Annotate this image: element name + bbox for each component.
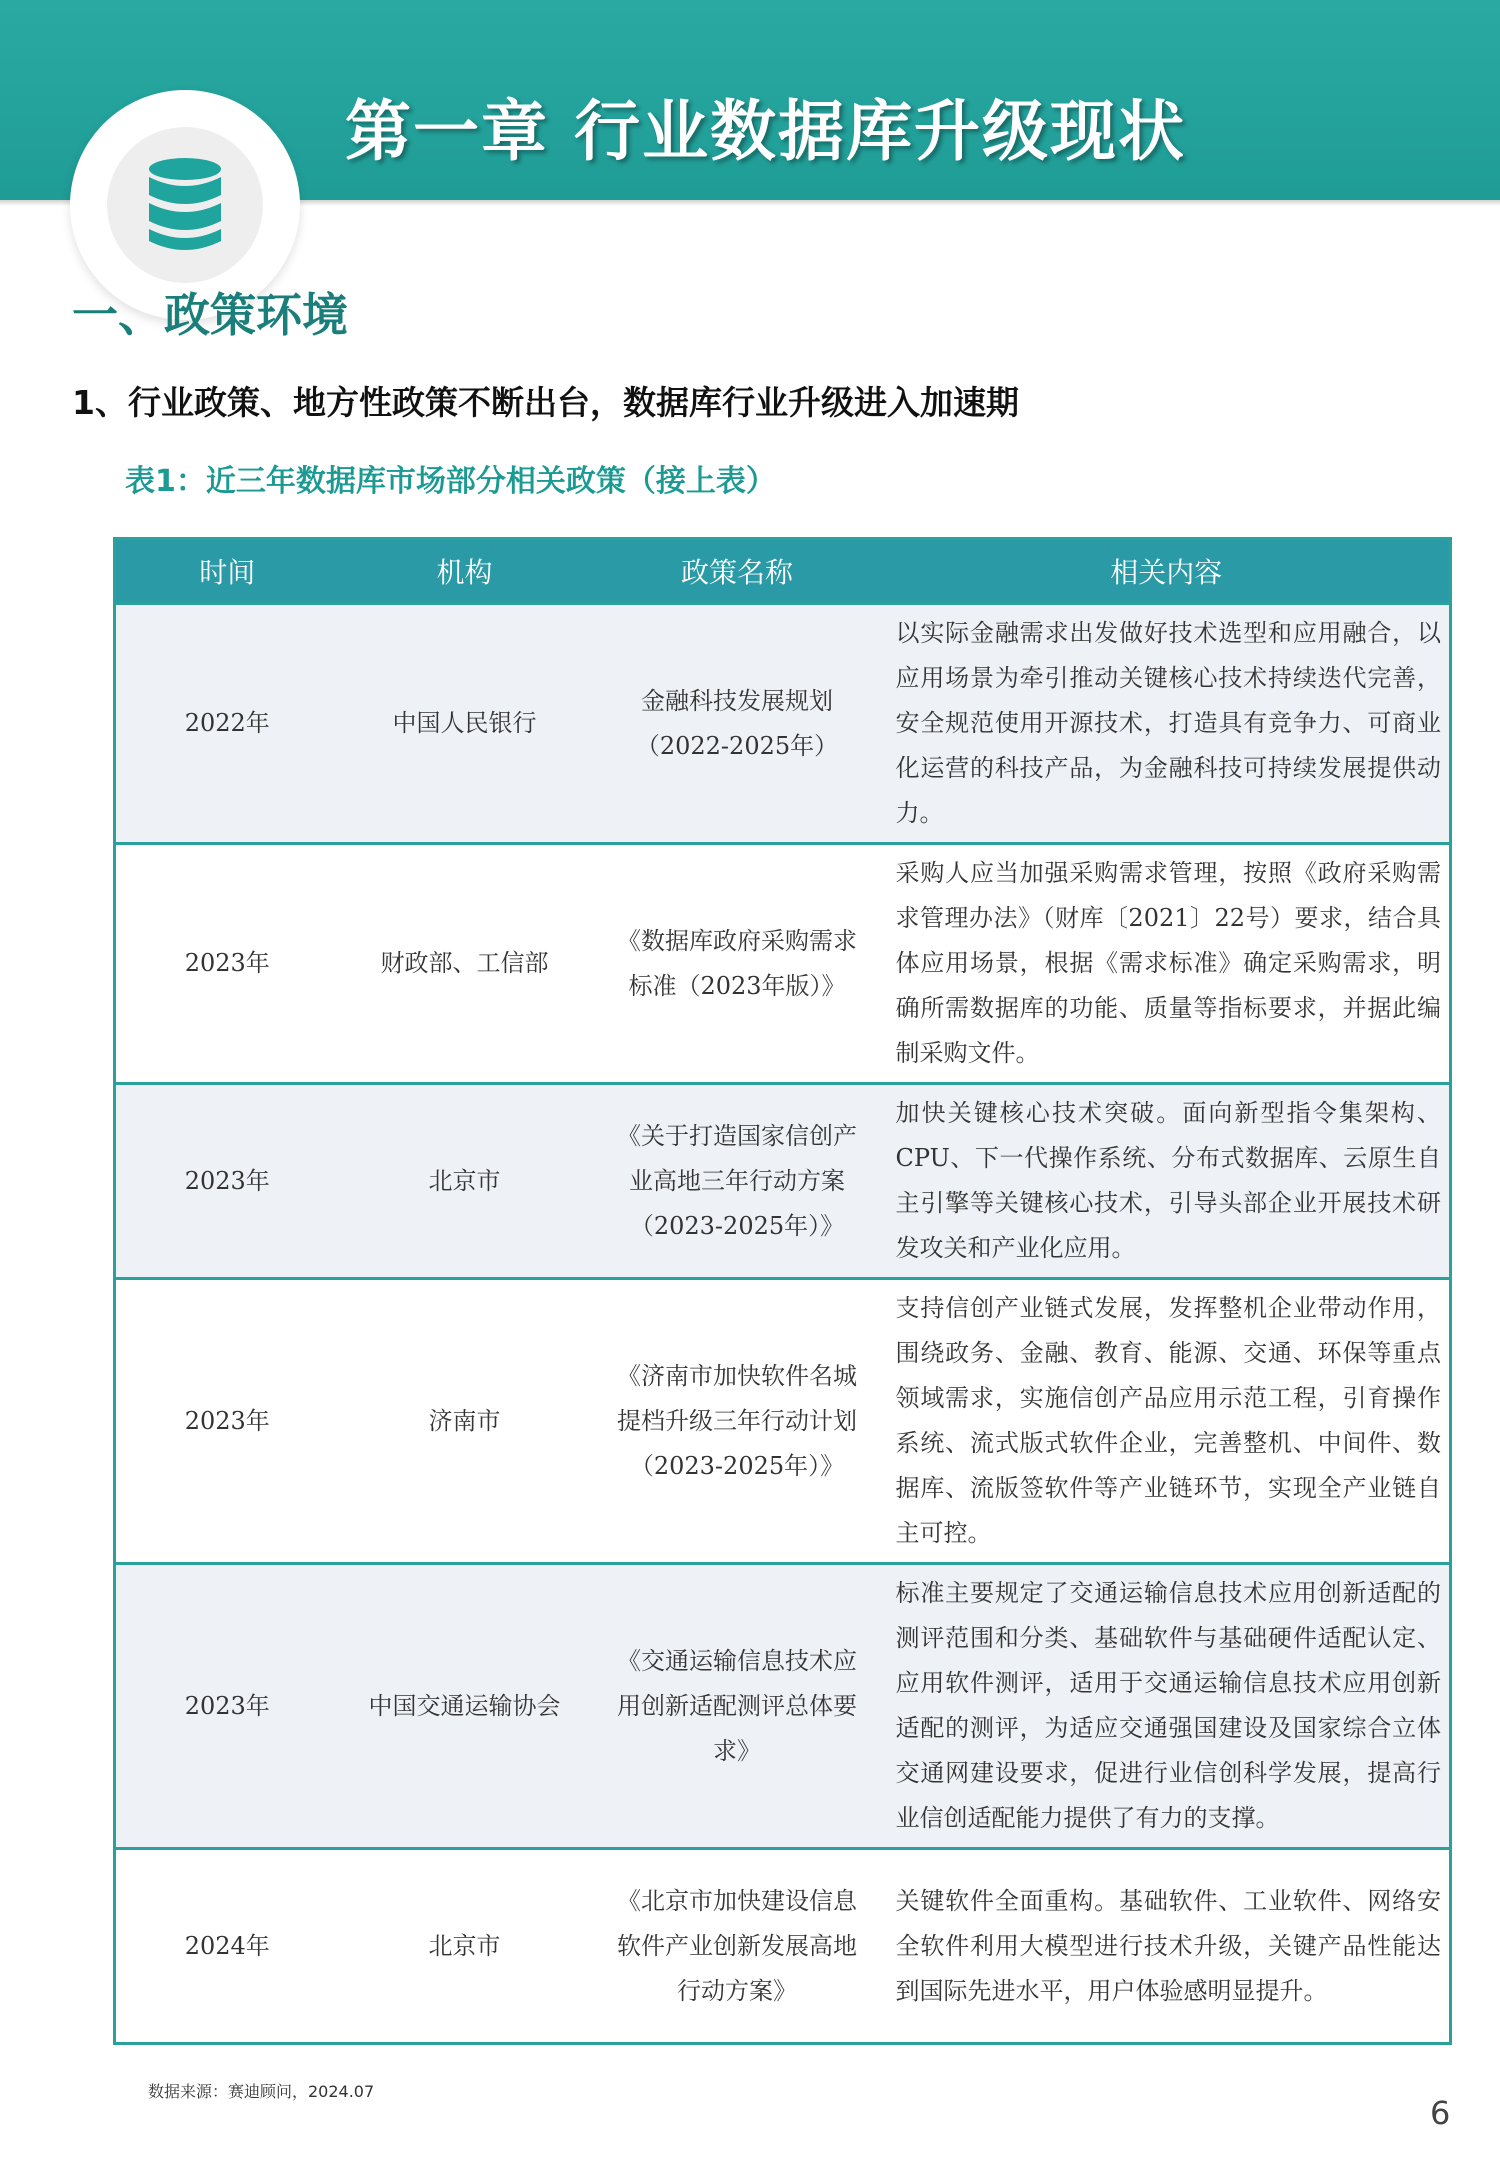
header-policy-name: 政策名称: [591, 539, 884, 604]
table-row: [115, 1279, 1451, 1564]
table-header-row: [115, 539, 1451, 604]
cell-org: 北京市: [339, 1084, 591, 1279]
cell-year: 2022年: [115, 604, 339, 844]
cell-year: 2024年: [115, 1849, 339, 2044]
cell-content: 加快关键核心技术突破。面向新型指令集架构、CPU、下一代操作系统、分布式数据库、云原生自主引擎等关键核心技术，引导头部企业开展技术研发攻关和产业化应用。: [884, 1084, 1451, 1279]
data-source-note: 数据来源：赛迪顾问，2024.07: [148, 2082, 375, 2101]
cell-content: 以实际金融需求出发做好技术选型和应用融合，以应用场景为牵引推动关键核心技术持续迭代完善，安全规范使用开源技术，打造具有竞争力、可商业化运营的科技产品，为金融科技可持续发展提供动力。: [884, 604, 1451, 844]
table-caption: 表1：近三年数据库市场部分相关政策（接上表）: [125, 464, 776, 499]
cell-org: 中国人民银行: [339, 604, 591, 844]
cell-year: 2023年: [115, 1084, 339, 1279]
table-row: [115, 1084, 1451, 1279]
cell-content: 关键软件全面重构。基础软件、工业软件、网络安全软件利用大模型进行技术升级，关键产品性能达到国际先进水平，用户体验感明显提升。: [884, 1849, 1451, 2044]
cell-policy-name: 《数据库政府采购需求标准（2023年版）》: [591, 844, 884, 1084]
section-title: 一、政策环境: [72, 288, 348, 342]
table-row: [115, 844, 1451, 1084]
chapter-title: 第一章 行业数据库升级现状: [345, 93, 1186, 170]
table-row: [115, 604, 1451, 844]
cell-year: 2023年: [115, 1279, 339, 1564]
subsection-title: 1、行业政策、地方性政策不断出台，数据库行业升级进入加速期: [72, 383, 1019, 422]
cell-content: 支持信创产业链式发展，发挥整机企业带动作用，围绕政务、金融、教育、能源、交通、环保等重点领域需求，实施信创产品应用示范工程，引育操作系统、流式版式软件企业，完善整机、中间件、数据库、流版签软件等产业链环节，实现全产业链自主可控。: [884, 1279, 1451, 1564]
header-time: 时间: [115, 539, 339, 604]
cell-content: 标准主要规定了交通运输信息技术应用创新适配的测评范围和分类、基础软件与基础硬件适配认定、应用软件测评，适用于交通运输信息技术应用创新适配的测评，为适应交通强国建设及国家综合立体交通网建设要求，促进行业信创科学发展，提高行业信创适配能力提供了有力的支撑。: [884, 1564, 1451, 1849]
header-content: 相关内容: [884, 539, 1451, 604]
cell-year: 2023年: [115, 844, 339, 1084]
header-org: 机构: [339, 539, 591, 604]
cell-policy-name: 《北京市加快建设信息软件产业创新发展高地行动方案》: [591, 1849, 884, 2044]
page-number: 6: [1430, 2094, 1451, 2132]
cell-org: 财政部、工信部: [339, 844, 591, 1084]
cell-org: 中国交通运输协会: [339, 1564, 591, 1849]
cell-policy-name: 《交通运输信息技术应用创新适配测评总体要求》: [591, 1564, 884, 1849]
cell-policy-name: 《关于打造国家信创产业高地三年行动方案（2023-2025年）》: [591, 1084, 884, 1279]
cell-year: 2023年: [115, 1564, 339, 1849]
table-row: [115, 1849, 1451, 2044]
cell-content: 采购人应当加强采购需求管理，按照《政府采购需求管理办法》（财库〔2021〕22号）要求，结合具体应用场景，根据《需求标准》确定采购需求，明确所需数据库的功能、质量等指标要求，并据此编制采购文件。: [884, 844, 1451, 1084]
cell-org: 北京市: [339, 1849, 591, 2044]
cell-org: 济南市: [339, 1279, 591, 1564]
policy-table: [113, 537, 1452, 2045]
cell-policy-name: 《济南市加快软件名城提档升级三年行动计划（2023-2025年）》: [591, 1279, 884, 1564]
database-icon: [145, 155, 225, 255]
cell-policy-name: 金融科技发展规划（2022-2025年）: [591, 604, 884, 844]
table-row: [115, 1564, 1451, 1849]
